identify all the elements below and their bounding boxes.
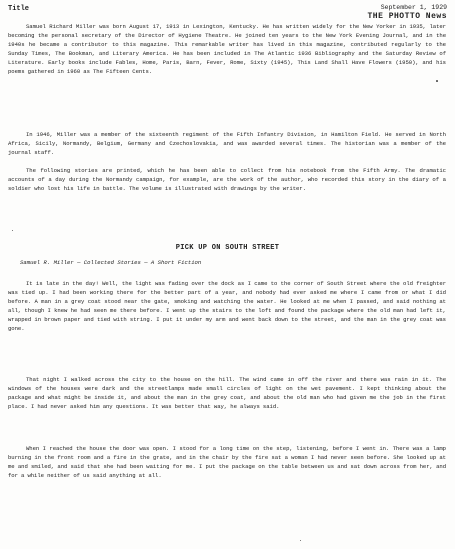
scan-speck — [300, 540, 301, 541]
story-paragraph-3: When I reached the house the door was open. I stood for a long time on the step, listening, before I went in. There was a lamp burning in the front room and a fire in the grate, and in the chair by the fire sat a woman I had never seen before. She looked up at me and smiled, and said that she had been waiting for me. I put the package on the table between us and sat down across from her, and for a while neither of us said anything at all. — [8, 445, 446, 479]
story-paragraph-2: That night I walked across the city to the house on the hill. The wind came in off the river and there was rain in it. The windows of the houses were dark and the streetlamps made small circles of light on the wet pavement. I kept thinking about the package and what might be inside it, and about the man in the grey coat, and about the old man who had given me the job in the first place. I had never asked him any questions. It was better that way, he always said. — [8, 376, 446, 410]
story-title: PICK UP ON SOUTH STREET — [175, 244, 280, 252]
scan-speck — [436, 80, 438, 82]
publication-title: THE PHOTTO News — [367, 12, 447, 21]
intro-paragraph-3: The following stories are printed, which he has been able to collect from his notebook from the Fifth Army. The dramatic accounts of a day during the Normandy campaign, for example, are the work of the author, who recorded this story in the diary of a soldier who lost his life in battle. The volume is illustrated with drawings by the writer. — [8, 167, 446, 192]
story-paragraph-1: It is late in the day! Well, the light was fading over the dock as I came to the corner of South Street where the old freighter was tied up. I had been working there for the better part of a year, and nobody had ever asked me where I came from or what I did before. A man in a grey coat stood near the gate, smoking and watching the water. He looked at me when I passed, and said nothing at all, though I knew he had seen me there before. I went up the stairs to the loft and found the package where the old man had left it, wrapped in brown paper and tied with string. I put it under my arm and went back down to the street, and the man in the grey coat was gone. — [8, 280, 446, 332]
story-byline: Samuel R. Miller — Collected Stories — A Short Fiction — [20, 259, 202, 266]
header-date: September 1, 1929 — [380, 4, 447, 11]
intro-paragraph-2: In 1946, Miller was a member of the sixteenth regiment of the Fifth Infantry Division, in Hamilton Field. He served in North Africa, Sicily, Normandy, Belgium, Germany and Czechoslovakia, and was awarded several times. The historian was a member of the journal staff. — [8, 131, 446, 156]
header-right — [367, 3, 447, 21]
intro-paragraph-1: Samuel Richard Miller was born August 17, 1913 in Lexington, Kentucky. He has written widely for the New Yorker in 1935, later becoming the personal secretary of the Director of Hygiene Theatre. He joined ten years to the New York Evening Journal, and in the 1940s he became a contributor to this magazine. This remarkable writer has lived in this magazine, contributed regularly to the Sunday Times, The Bookman, and Literary America. He has been included in The Atlantic 1936 Bibliography and the Saturday Review of Literature. Early books include Fables, Home, Paris, Barn, Fever, Rome, Sixty (1945), This Land Shall Have Flowers (1950), and his poems gathered in 1960 as The Fifteen Cents. — [8, 23, 446, 75]
header-left-label: Title — [8, 5, 30, 13]
scan-speck — [12, 230, 13, 231]
